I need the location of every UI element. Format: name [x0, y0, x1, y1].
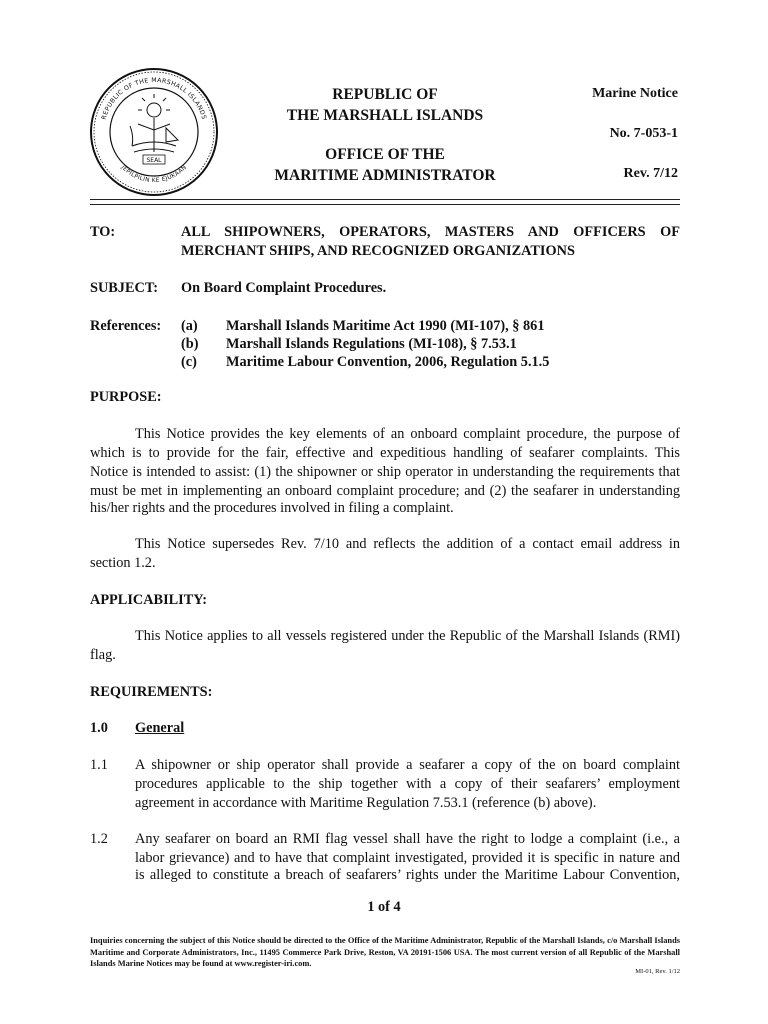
footer-inquiries: Inquiries concerning the subject of this Notice should be directed to the Office of the Maritime Administrator, Republic of the Marshall Islands, c/o Marshall Islands Maritime and Corporate Administrators, Inc., 11495 Commerce Park Drive, Reston, VA 20191-1506 USA. The most current version of all Republic of the Marshall Islands Marine Notices may be found at www.register-iri.com. — [90, 936, 680, 968]
item-line: procedures applicable to the ship together with a copy of their seafarers’ employment — [135, 776, 680, 792]
to-label: TO: — [90, 224, 116, 240]
page-number: 1 of 4 — [367, 899, 401, 915]
header-office-line2: MARITIME ADMINISTRATOR — [274, 167, 496, 184]
purpose-p2-line: This Notice supersedes Rev. 7/10 and reflects the addition of a contact email address in — [135, 536, 680, 552]
item-line: Any seafarer on board an RMI flag vessel shall have the right to lodge a complaint (i.e., a — [135, 831, 680, 847]
references-label: References: — [90, 318, 162, 334]
item-line: is alleged to constitute a breach of seafarers’ rights under the Maritime Labour Convention, — [135, 867, 680, 883]
notice-number: No. 7-053-1 — [609, 126, 678, 141]
reference-text-c: Maritime Labour Convention, 2006, Regulation 5.1.5 — [226, 354, 550, 370]
notice-type: Marine Notice — [592, 86, 678, 101]
form-id: MI-01, Rev. 1/12 — [635, 968, 680, 975]
applicability-line: flag. — [90, 647, 116, 663]
applicability-line: This Notice applies to all vessels registered under the Republic of the Marshall Islands (RMI) — [135, 628, 680, 644]
header-rule-top — [90, 199, 680, 200]
purpose-heading: PURPOSE: — [90, 389, 162, 405]
purpose-p1-line: which is to provide for the fair, effective and expeditious handling of seafarer complaints. This — [90, 445, 680, 461]
section-number: 1.0 — [90, 720, 108, 736]
item-line: labor grievance) and to have that complaint investigated, provided it is specific in nature and — [135, 850, 680, 866]
to-line-2: MERCHANT SHIPS, AND RECOGNIZED ORGANIZATIONS — [181, 243, 575, 259]
section-title: General — [135, 720, 185, 736]
item-line: A shipowner or ship operator shall provide a seafarer a copy of the on board complaint — [135, 757, 680, 773]
seal-text-bottom: JEPILPILIN KE EJUKAAN — [119, 164, 189, 185]
seal-text-top: REPUBLIC OF THE MARSHALL ISLANDS — [100, 76, 208, 121]
reference-key-c: (c) — [181, 354, 197, 370]
purpose-p2-line: section 1.2. — [90, 555, 156, 571]
seal-logo — [88, 66, 220, 198]
header-title-line1: REPUBLIC OF — [332, 86, 438, 103]
item-number: 1.1 — [90, 757, 108, 773]
to-line-1: ALL SHIPOWNERS, OPERATORS, MASTERS AND OFFICERS OF — [181, 224, 680, 240]
header-title-line2: THE MARSHALL ISLANDS — [286, 107, 484, 124]
seal-center-text: SEAL — [146, 157, 162, 164]
item-line: agreement in accordance with Maritime Regulation 7.53.1 (reference (b) above). — [135, 795, 597, 811]
svg-text:REPUBLIC OF THE MARSHALL ISLAN — [101, 77, 208, 121]
purpose-p1-line: must be met in implementing an onboard complaint procedure; and (2) the seafarer in understanding — [90, 483, 680, 499]
reference-key-b: (b) — [181, 336, 199, 352]
subject-label: SUBJECT: — [90, 280, 159, 296]
subject-text: On Board Complaint Procedures. — [181, 280, 387, 296]
applicability-heading: APPLICABILITY: — [90, 592, 208, 608]
svg-text:JEPILPILIN KE EJUKAAN — [119, 164, 188, 184]
purpose-p1-line: This Notice provides the key elements of an onboard complaint procedure, the purpose of — [135, 426, 680, 442]
reference-text-b: Marshall Islands Regulations (MI-108), § 7.53.1 — [226, 336, 517, 352]
reference-key-a: (a) — [181, 318, 198, 334]
notice-revision: Rev. 7/12 — [623, 166, 678, 181]
reference-text-a: Marshall Islands Maritime Act 1990 (MI-107), § 861 — [226, 318, 545, 334]
purpose-p1-line: his/her rights and the procedures involved in filing a complaint. — [90, 500, 454, 516]
item-number: 1.2 — [90, 831, 108, 847]
header-office-line1: OFFICE OF THE — [325, 146, 445, 163]
purpose-p1-line: Notice is intended to assist: (1) the shipowner or ship operator in understanding the requirements that — [90, 464, 680, 480]
requirements-heading: REQUIREMENTS: — [90, 684, 213, 700]
header-rule-bottom — [90, 204, 680, 205]
